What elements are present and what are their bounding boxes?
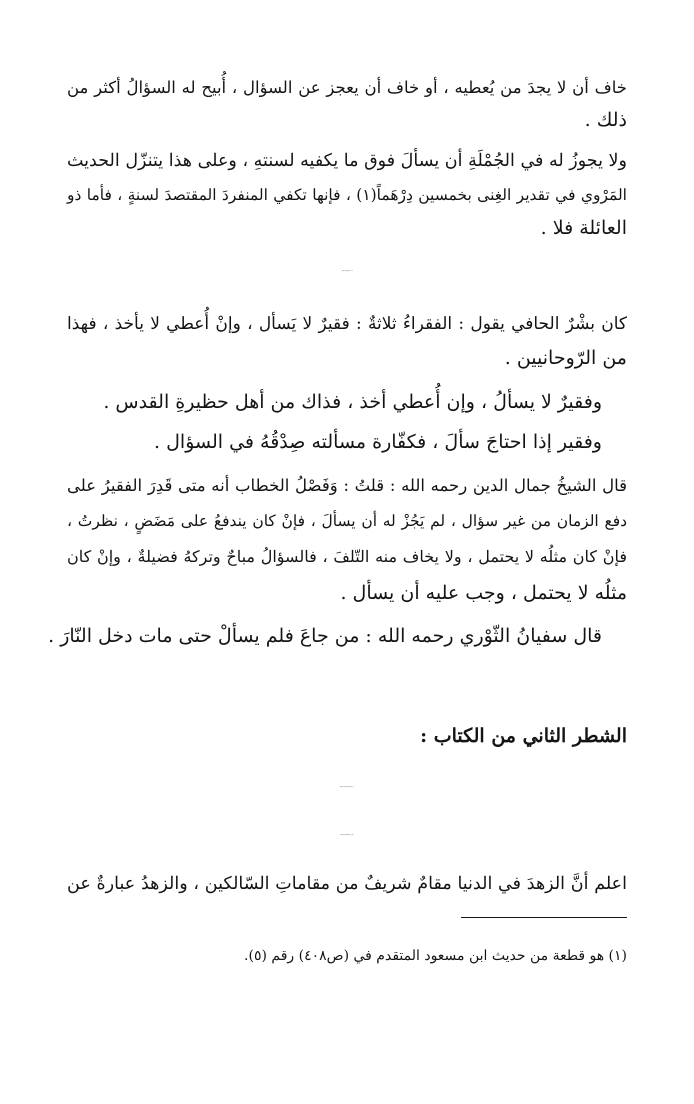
part-two-label: الشطر الثاني من الكتاب : xyxy=(420,725,627,747)
section-5-paragraph-4-line-4: مثلُه لا يحتمل ، وجب عليه أن يسأل . xyxy=(340,582,627,604)
page-number xyxy=(0,994,694,1026)
footnote: (١) هو قطعة من حديث ابن مسعود المتقدم في (ص٤٠٨) رقم (٥). xyxy=(244,948,627,964)
section-5-paragraph-1-line-2: من الرّوحانيين . xyxy=(504,347,627,369)
footnote-divider xyxy=(461,917,627,918)
section-5-heading: ٥ - بيــانُ أحوالِ الســائلين xyxy=(341,271,353,272)
paragraph-2-line-3: العائلة فلا . xyxy=(540,217,627,239)
section-separator xyxy=(0,672,694,704)
section-5-paragraph-3: وفقير إذا احتاجَ سألَ ، فكفّارة مسألته صِدْقُهُ في السؤال . xyxy=(154,431,602,453)
section-5-paragraph-4-line-2: دفع الزمان من غير سؤال ، لم يَجُزْ له أن يسألَ ، فإنْ كان يندفعُ على مَضَضٍ ، نظرتُ ، xyxy=(67,512,627,530)
section-5-paragraph-2: وفقيرٌ لا يسألُ ، وإن أُعطي أخذ ، فذاك من أهل حظيرةِ القدس . xyxy=(103,391,602,413)
section-6-heading-line-1: ٦ - وفيه بيانُ حقيقةِ الزهد وفضيلته xyxy=(339,787,355,788)
paragraph-2-line-1: ولا يجوزُ له في الجُمْلَةِ أن يسألَ فوق ما يكفيه لسنتهِ ، وعلى هذا يتنزّل الحديث xyxy=(67,151,627,171)
section-6-heading-line-2: وذكر درجاته وأقسامه ونحو ذلك xyxy=(340,835,354,836)
section-5-paragraph-1-line-1: كان بشْرٌ الحافي يقول : الفقراءُ ثلاثةٌ : فقيرٌ لا يَسأل ، وإنْ أُعطي لا يأخذ ، فهذا xyxy=(67,314,627,334)
paragraph-2-line-2: المَرْوي في تقدير الغِنى بخمسين دِرْهَماً(١) ، فإنها تكفي المنفردَ المقتصدَ لسنةٍ ، فأما ذو xyxy=(67,186,627,204)
section-5-paragraph-4-line-1: قال الشيخُ جمال الدين رحمه الله : قلتُ : وَفَصْلُ الخطاب أنه متى قَدِرَ الفقيرُ على xyxy=(67,476,627,495)
section-6-text-line-1: اعلم أنَّ الزهدَ في الدنيا مقامٌ شريفٌ من مقاماتِ السّالكين ، والزهدُ عبارةٌ عن xyxy=(67,874,627,894)
paragraph-1-line-2: ذلك . xyxy=(584,109,627,131)
section-5-paragraph-5: قال سفيانُ الثّوْري رحمه الله : من جاعَ فلم يسألْ حتى مات دخل النّارَ . xyxy=(48,625,602,647)
section-5-paragraph-4-line-3: فإنْ كان مثلُه لا يحتمل ، ولا يخاف منه التّلفَ ، فالسؤالُ مباحٌ وتركهُ فضيلةٌ ، وإنْ كان xyxy=(67,547,628,566)
paragraph-1-line-1: خاف أن لا يجدَ من يُعطيه ، أو خاف أن يعجز عن السؤال ، أُبيح له السؤالُ أكثر من xyxy=(67,78,627,97)
